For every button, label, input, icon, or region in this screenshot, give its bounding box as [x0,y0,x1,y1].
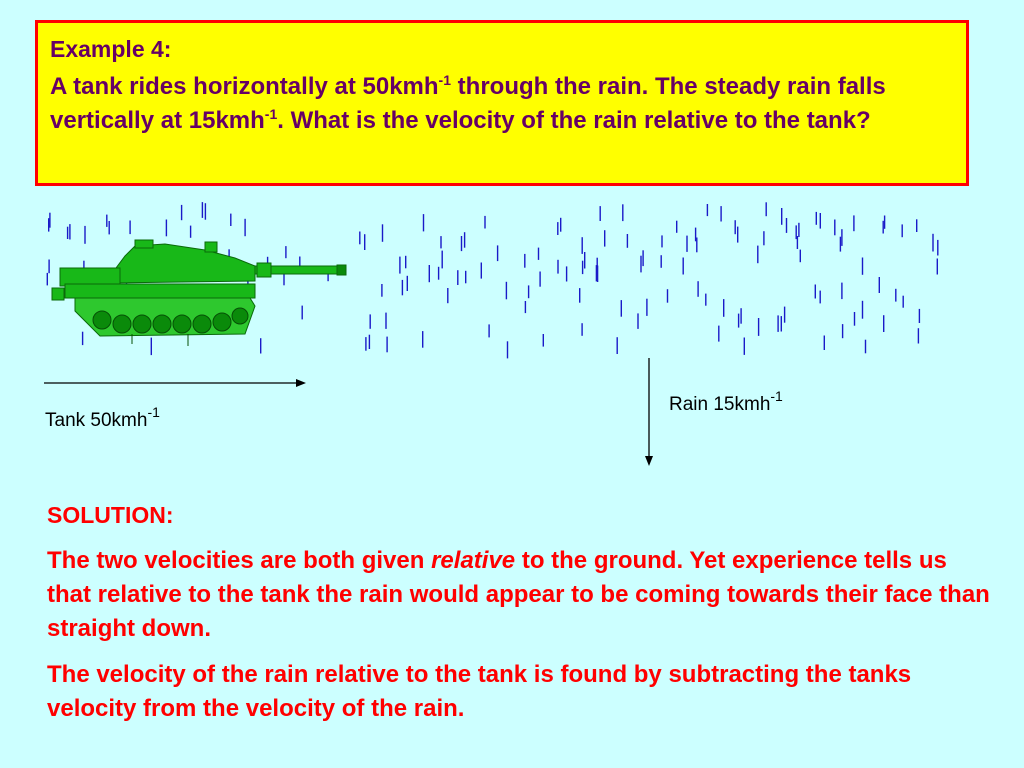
solution-paragraph-1: The two velocities are both given relative to the ground. Yet experience tells us that relative to the tank the rain would appear to be coming towards their face than straight down. [47,547,990,642]
solution-heading: SOLUTION: [47,502,174,528]
solution-paragraph-2: The velocity of the rain relative to the tank is found by subtracting the tanks velocity from the velocity of the rain. [47,661,912,722]
tank-velocity-arrow [44,378,306,388]
solution-section [47,498,997,726]
example-question: A tank rides horizontally at 50kmh$^{-1}$ through the rain. The steady rain falls vertically at 15kmh$^{-1}$. What is the velocity of the rain relative to the tank? [50,72,886,134]
tank-velocity-label: Tank 50kmh$^{-1}$ [45,404,160,431]
rain-velocity-label: Rain 15kmh$^{-1}$ [669,388,783,415]
rain-velocity-arrow [644,358,654,466]
example-heading: Example 4: [50,36,172,62]
tank-icon [40,236,350,386]
example-box [35,20,969,186]
